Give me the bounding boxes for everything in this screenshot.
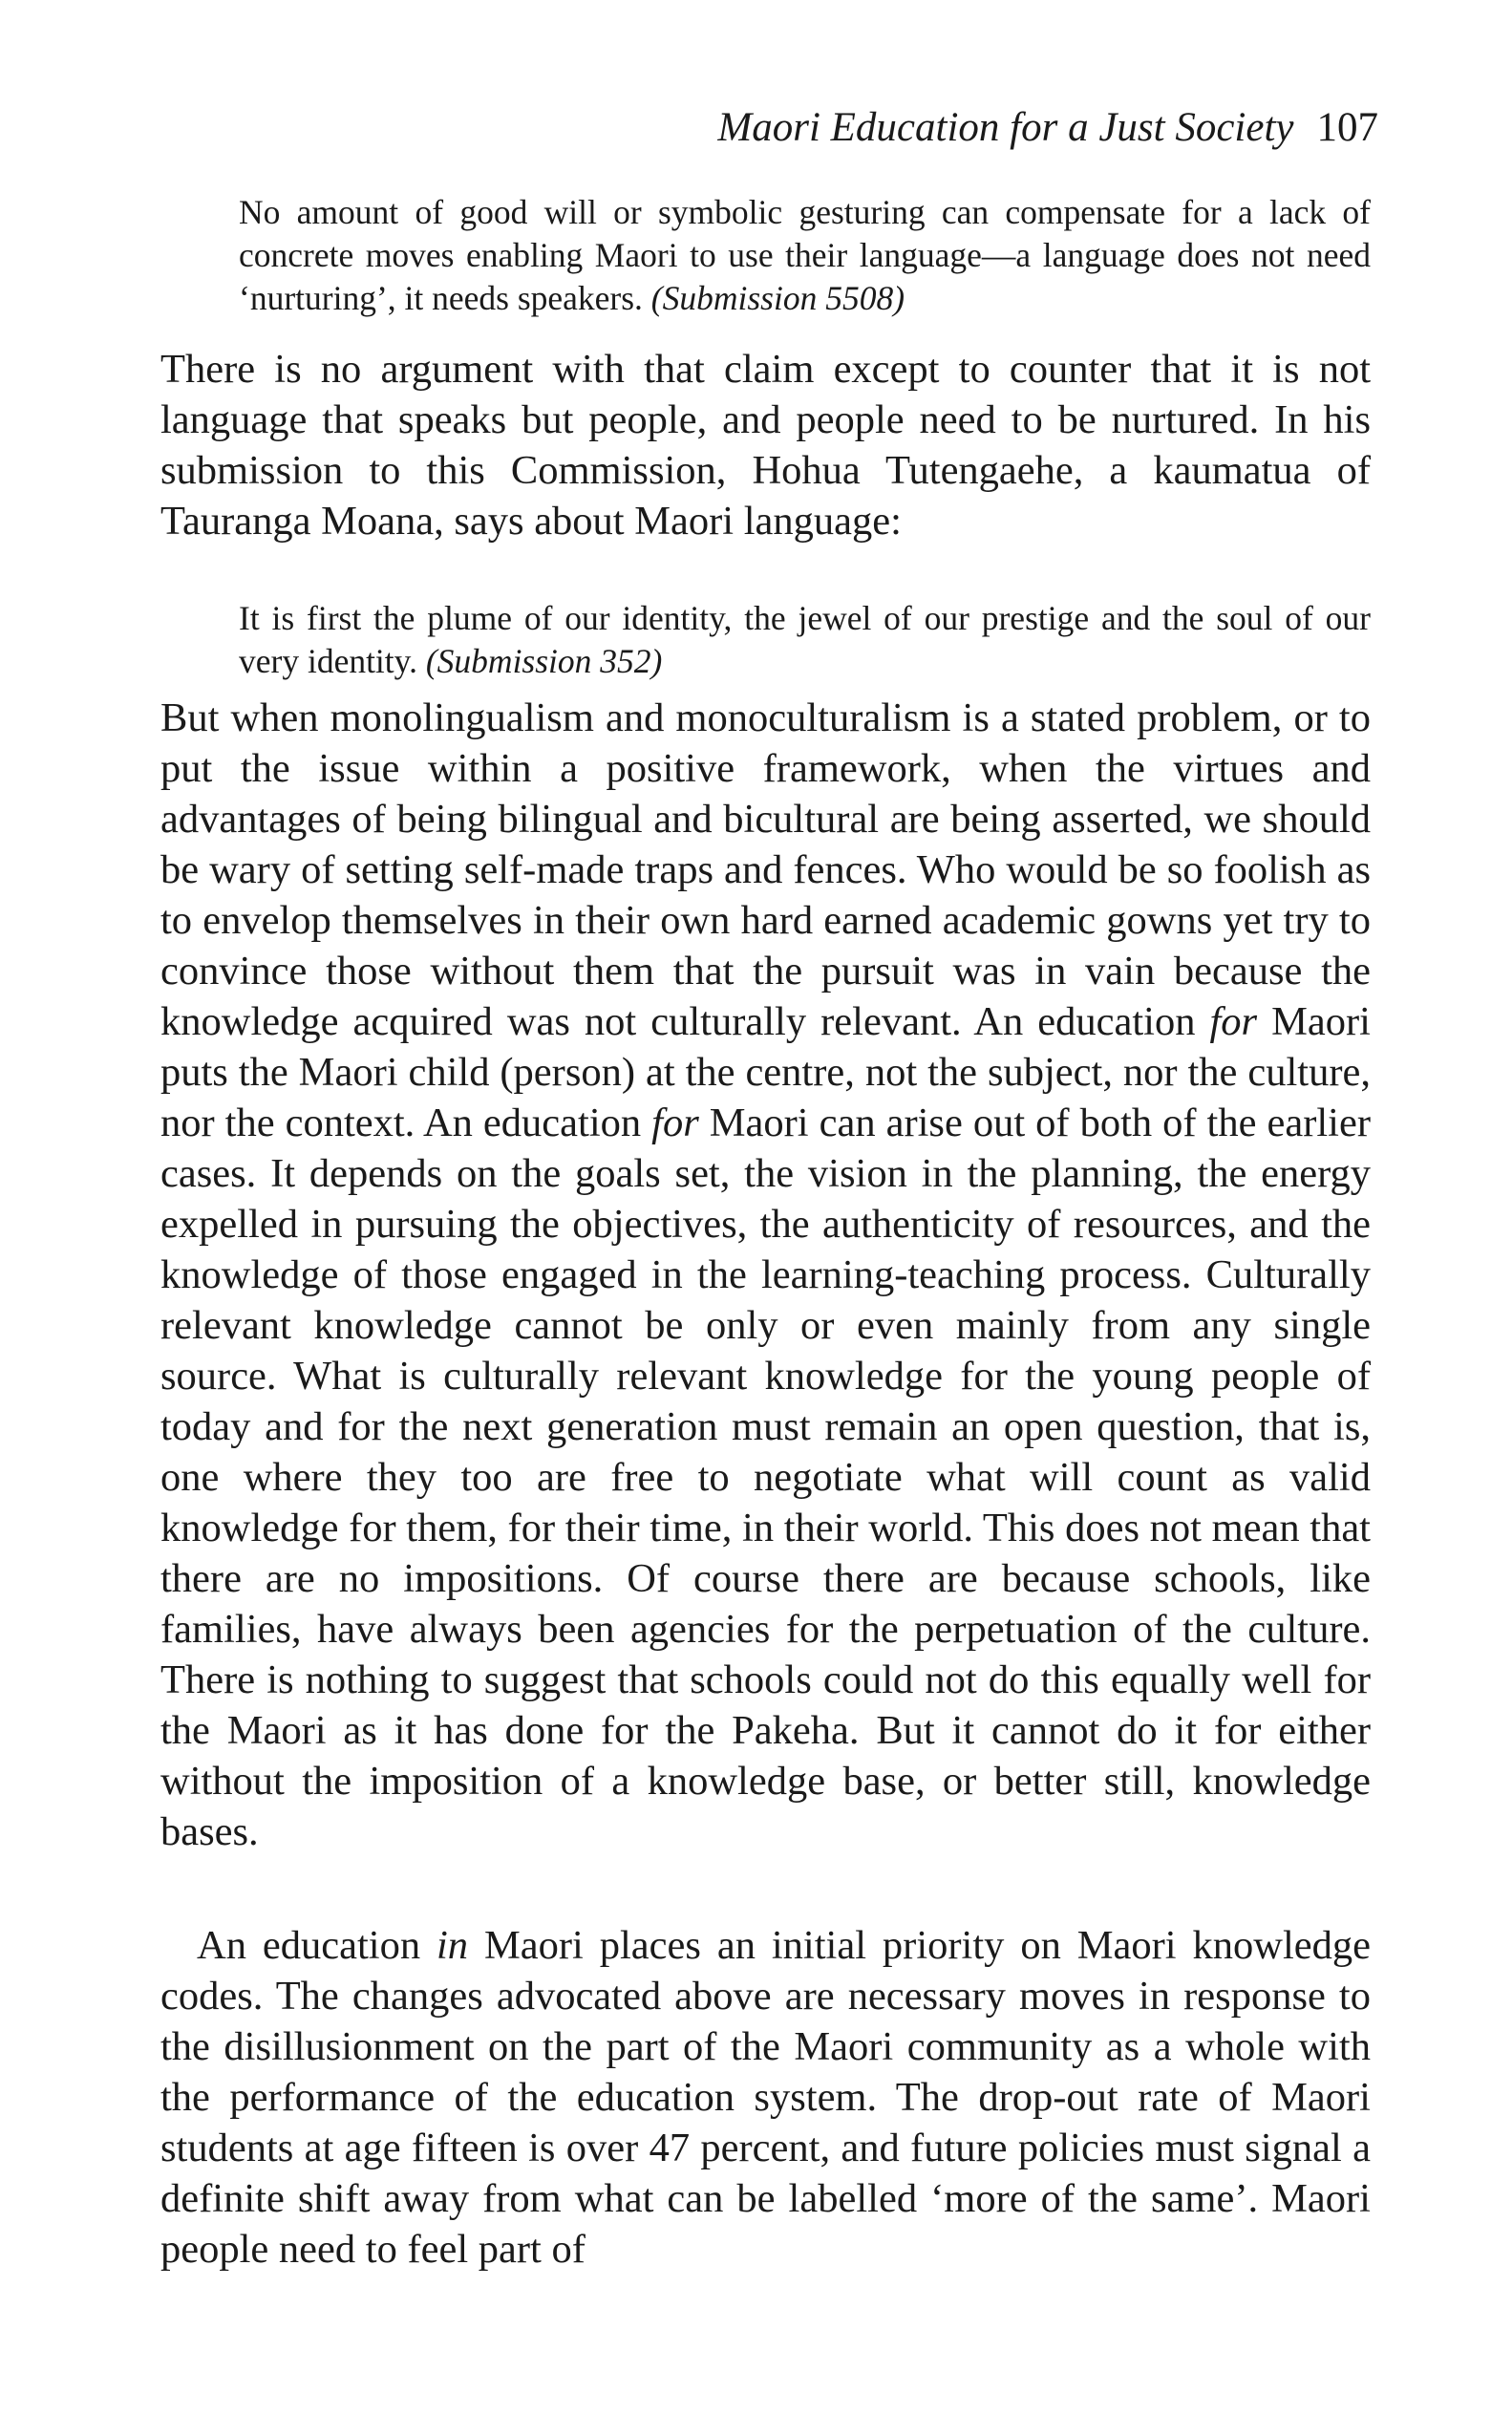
block-quote-submission-352 <box>239 597 1371 683</box>
quote-citation: (Submission 352) <box>425 642 663 680</box>
quote-citation: (Submission 5508) <box>650 279 905 317</box>
emphasis-for: for <box>651 1101 699 1145</box>
emphasis-in: in <box>436 1923 469 1968</box>
paragraph-text: Maori puts the Maori child (person) at the centre, not the subject, nor the culture, nor the context. An education <box>160 999 1371 1145</box>
body-paragraph-2 <box>160 693 1371 1857</box>
running-head <box>717 107 1378 148</box>
paragraph-text: Maori places an initial priority on Maori knowledge codes. The changes advocated above are necessary moves in response to the disillusionment on the part of the Maori community as a whole with the performance of the education system. The drop-out rate of Maori students at age fifteen is over 47 percent, and future policies must signal a definite shift away from what can be labelled ‘more of the same’. Maori people need to feel part of <box>160 1923 1371 2272</box>
quote-text: No amount of good will or symbolic gesturing can compensate for a lack of concrete moves enabling Maori to use their language—a language does not need ‘nurturing’, it needs speakers. <box>239 193 1371 317</box>
paragraph-text: But when monolingualism and monoculturalism is a stated problem, or to put the issue within a positive framework, when the virtues and advantages of being bilingual and bicultural are being asserted, we should be wary of setting self-made traps and fences. Who would be so foolish as to envelop themselves in their own hard earned academic gowns yet try to convince those without them that the pursuit was in vain because the knowledge acquired was not culturally relevant. An education <box>160 695 1371 1044</box>
body-paragraph-3 <box>160 1920 1371 2275</box>
body-paragraph-1: There is no argument with that claim except to counter that it is not language that speaks but people, and people need to be nurtured. In his submission to this Commission, Hohua Tutengaehe, a kaumatua of Tauranga Moana, says about Maori language: <box>160 347 1371 544</box>
running-title: Maori Education for a Just Society <box>717 105 1294 150</box>
block-quote-submission-5508 <box>239 191 1371 320</box>
page-number: 107 <box>1316 105 1378 150</box>
paragraph-text: An education <box>197 1923 437 1968</box>
quote-text: It is first the plume of our identity, the jewel of our prestige and the soul of our very identity. <box>239 599 1371 680</box>
emphasis-for: for <box>1209 999 1258 1044</box>
paragraph-text: Maori can arise out of both of the earlier cases. It depends on the goals set, the vision in the planning, the energy expelled in pursuing the objectives, the authenticity of resources, and the knowledge of those engaged in the learning-teaching process. Culturally relevant knowledge cannot be only or even mainly from any single source. What is culturally relevant knowledge for the young people of today and for the next generation must remain an open question, that is, one where they too are free to negotiate what will count as valid knowledge for them, for their time, in their world. This does not mean that there are no impositions. Of course there are because schools, like families, have always been agencies for the perpetuation of the culture. There is nothing to suggest that schools could not do this equally well for the Maori as it has done for the Pakeha. But it cannot do it for either without the imposition of a knowledge base, or better still, knowledge bases. <box>160 1101 1371 1854</box>
